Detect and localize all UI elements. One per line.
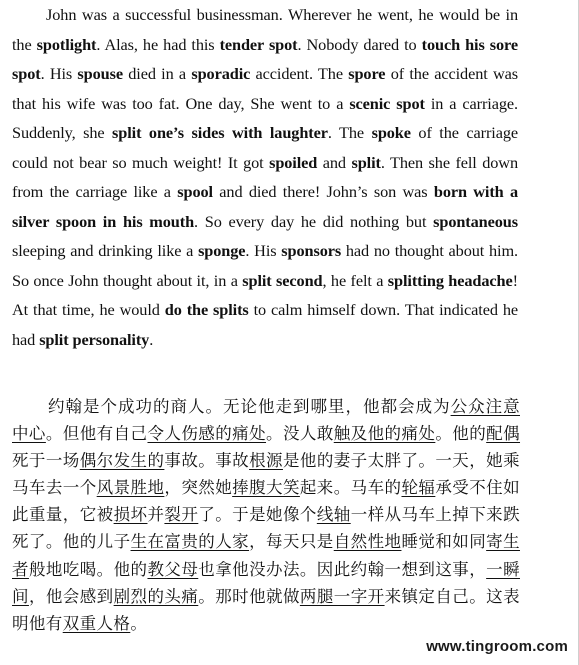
keyword-translation: 寄生者 [12,532,520,579]
keyword-phrase: touch his sore spot [12,34,518,83]
keyword-translation: 风景胜地 [96,478,165,498]
text-run: of the accident was that his wife was too fat. One day, She went to a [12,64,518,113]
keyword-phrase: split [351,152,381,172]
keyword-translation: 根源 [249,451,283,471]
text-run: . So every day he did nothing but [194,211,434,231]
text-run: . Alas, he had this [96,34,220,54]
keyword-phrase: spoke [371,123,411,142]
chinese-translation-paragraph [12,393,520,637]
keyword-phrase: sponge [198,241,246,260]
keyword-phrase: spore [348,64,386,83]
keyword-phrase: split second [242,270,323,290]
text-run: 。 [130,613,148,633]
text-run: John was a successful businessman. Wherever he went, he would be in the [12,5,518,54]
text-run: in a carriage. Suddenly, she [12,93,518,142]
text-run: accident. The [250,64,349,83]
keyword-translation: 两腿一字开 [299,586,385,606]
text-run: 并 [147,505,165,525]
keyword-phrase: spouse [77,64,123,83]
text-run: and [317,152,352,172]
keyword-translation: 教父母 [147,559,199,579]
text-run: ! At that time, he would [12,270,518,319]
keyword-translation: 自然性地 [333,532,402,552]
keyword-phrase: split personality [39,329,150,349]
keyword-translation: 令人伤感的痛处 [147,424,267,444]
keyword-translation: 剧烈的头痛 [113,586,199,606]
text-run: 了。于是她像个 [198,505,317,525]
text-run: . His [245,241,282,260]
keyword-phrase: sponsors [281,241,342,260]
text-run: 承受不住如此重量，它被 [12,478,520,525]
text-run: . [149,329,154,349]
text-run: 。但他有自己 [45,424,148,444]
text-run: 死于一场 [12,451,80,471]
keyword-phrase: sporadic [191,64,251,83]
english-story-paragraph [12,0,518,354]
text-run: 般地吃喝。他的 [28,559,148,579]
text-run: . Nobody dared to [297,34,422,54]
text-run: ，突然她 [164,478,233,498]
keyword-translation: 线轴 [316,505,351,525]
text-run: and died there! John’s son was [212,182,434,201]
text-run: ，他会感到 [28,586,114,606]
text-run: 起来。马车的 [299,478,402,498]
text-run: 一样从马车上掉下来跌死了。他的儿子 [12,505,520,552]
text-run: 。那时他就做 [198,586,300,606]
keyword-translation: 一瞬间 [12,559,520,606]
text-run: , he felt a [322,270,388,290]
text-run: had no thought about him. So once John thought about it, in a [12,241,518,290]
text-run: 事故。事故 [164,451,250,471]
keyword-translation: 捧腹大笑 [232,478,300,498]
text-run: of the carriage could not bear so much weight! It got [12,123,519,172]
keyword-phrase: splitting headache [387,270,513,290]
keyword-phrase: scenic spot [349,93,425,113]
keyword-translation: 偶尔发生的 [79,451,165,471]
text-run: . The [327,123,372,142]
text-run: . Then she fell down from the carriage like a [12,152,519,201]
keyword-translation: 裂开 [164,505,199,525]
text-run: ，每天只是 [249,532,334,552]
keyword-phrase: split one’s sides with laughter [112,123,328,142]
text-run: 来镇定自己。这表明他有 [12,586,521,633]
keyword-translation: 损坏 [113,505,148,525]
keyword-phrase: spontaneous [433,211,518,231]
keyword-phrase: do the splits [164,300,249,319]
text-run: died in a [122,64,192,83]
text-run: 约翰是个成功的商人。无论他走到哪里，他都会成为 [48,397,451,416]
text-run: 。他的 [435,424,487,444]
keyword-translation: 双重人格 [62,613,131,633]
text-run: 。没人敢 [266,424,334,444]
keyword-translation: 生在富贵的人家 [130,532,250,552]
site-watermark: www.tingroom.com [426,638,568,655]
keyword-translation: 配偶 [486,424,521,444]
keyword-phrase: tender spot [219,34,298,54]
keyword-phrase: spool [177,182,213,201]
keyword-phrase: born with a silver spoon in his mouth [12,182,518,231]
text-run: sleeping and drinking like a [12,241,199,260]
keyword-phrase: spoiled [269,152,318,172]
text-run: 是他的妻子太胖了。一天，她乘马车去一个 [12,451,520,498]
text-run: . His [40,64,78,83]
keyword-translation: 触及他的痛处 [333,424,436,444]
keyword-translation: 公众注意中心 [12,397,520,444]
text-run: to calm himself down. That indicated he had [12,300,519,349]
text-run: 睡觉和如同 [401,532,487,552]
text-run: 也拿他没办法。因此约翰一想到这事， [198,559,487,579]
keyword-translation: 轮辐 [401,478,436,498]
keyword-phrase: spotlight [36,34,97,54]
